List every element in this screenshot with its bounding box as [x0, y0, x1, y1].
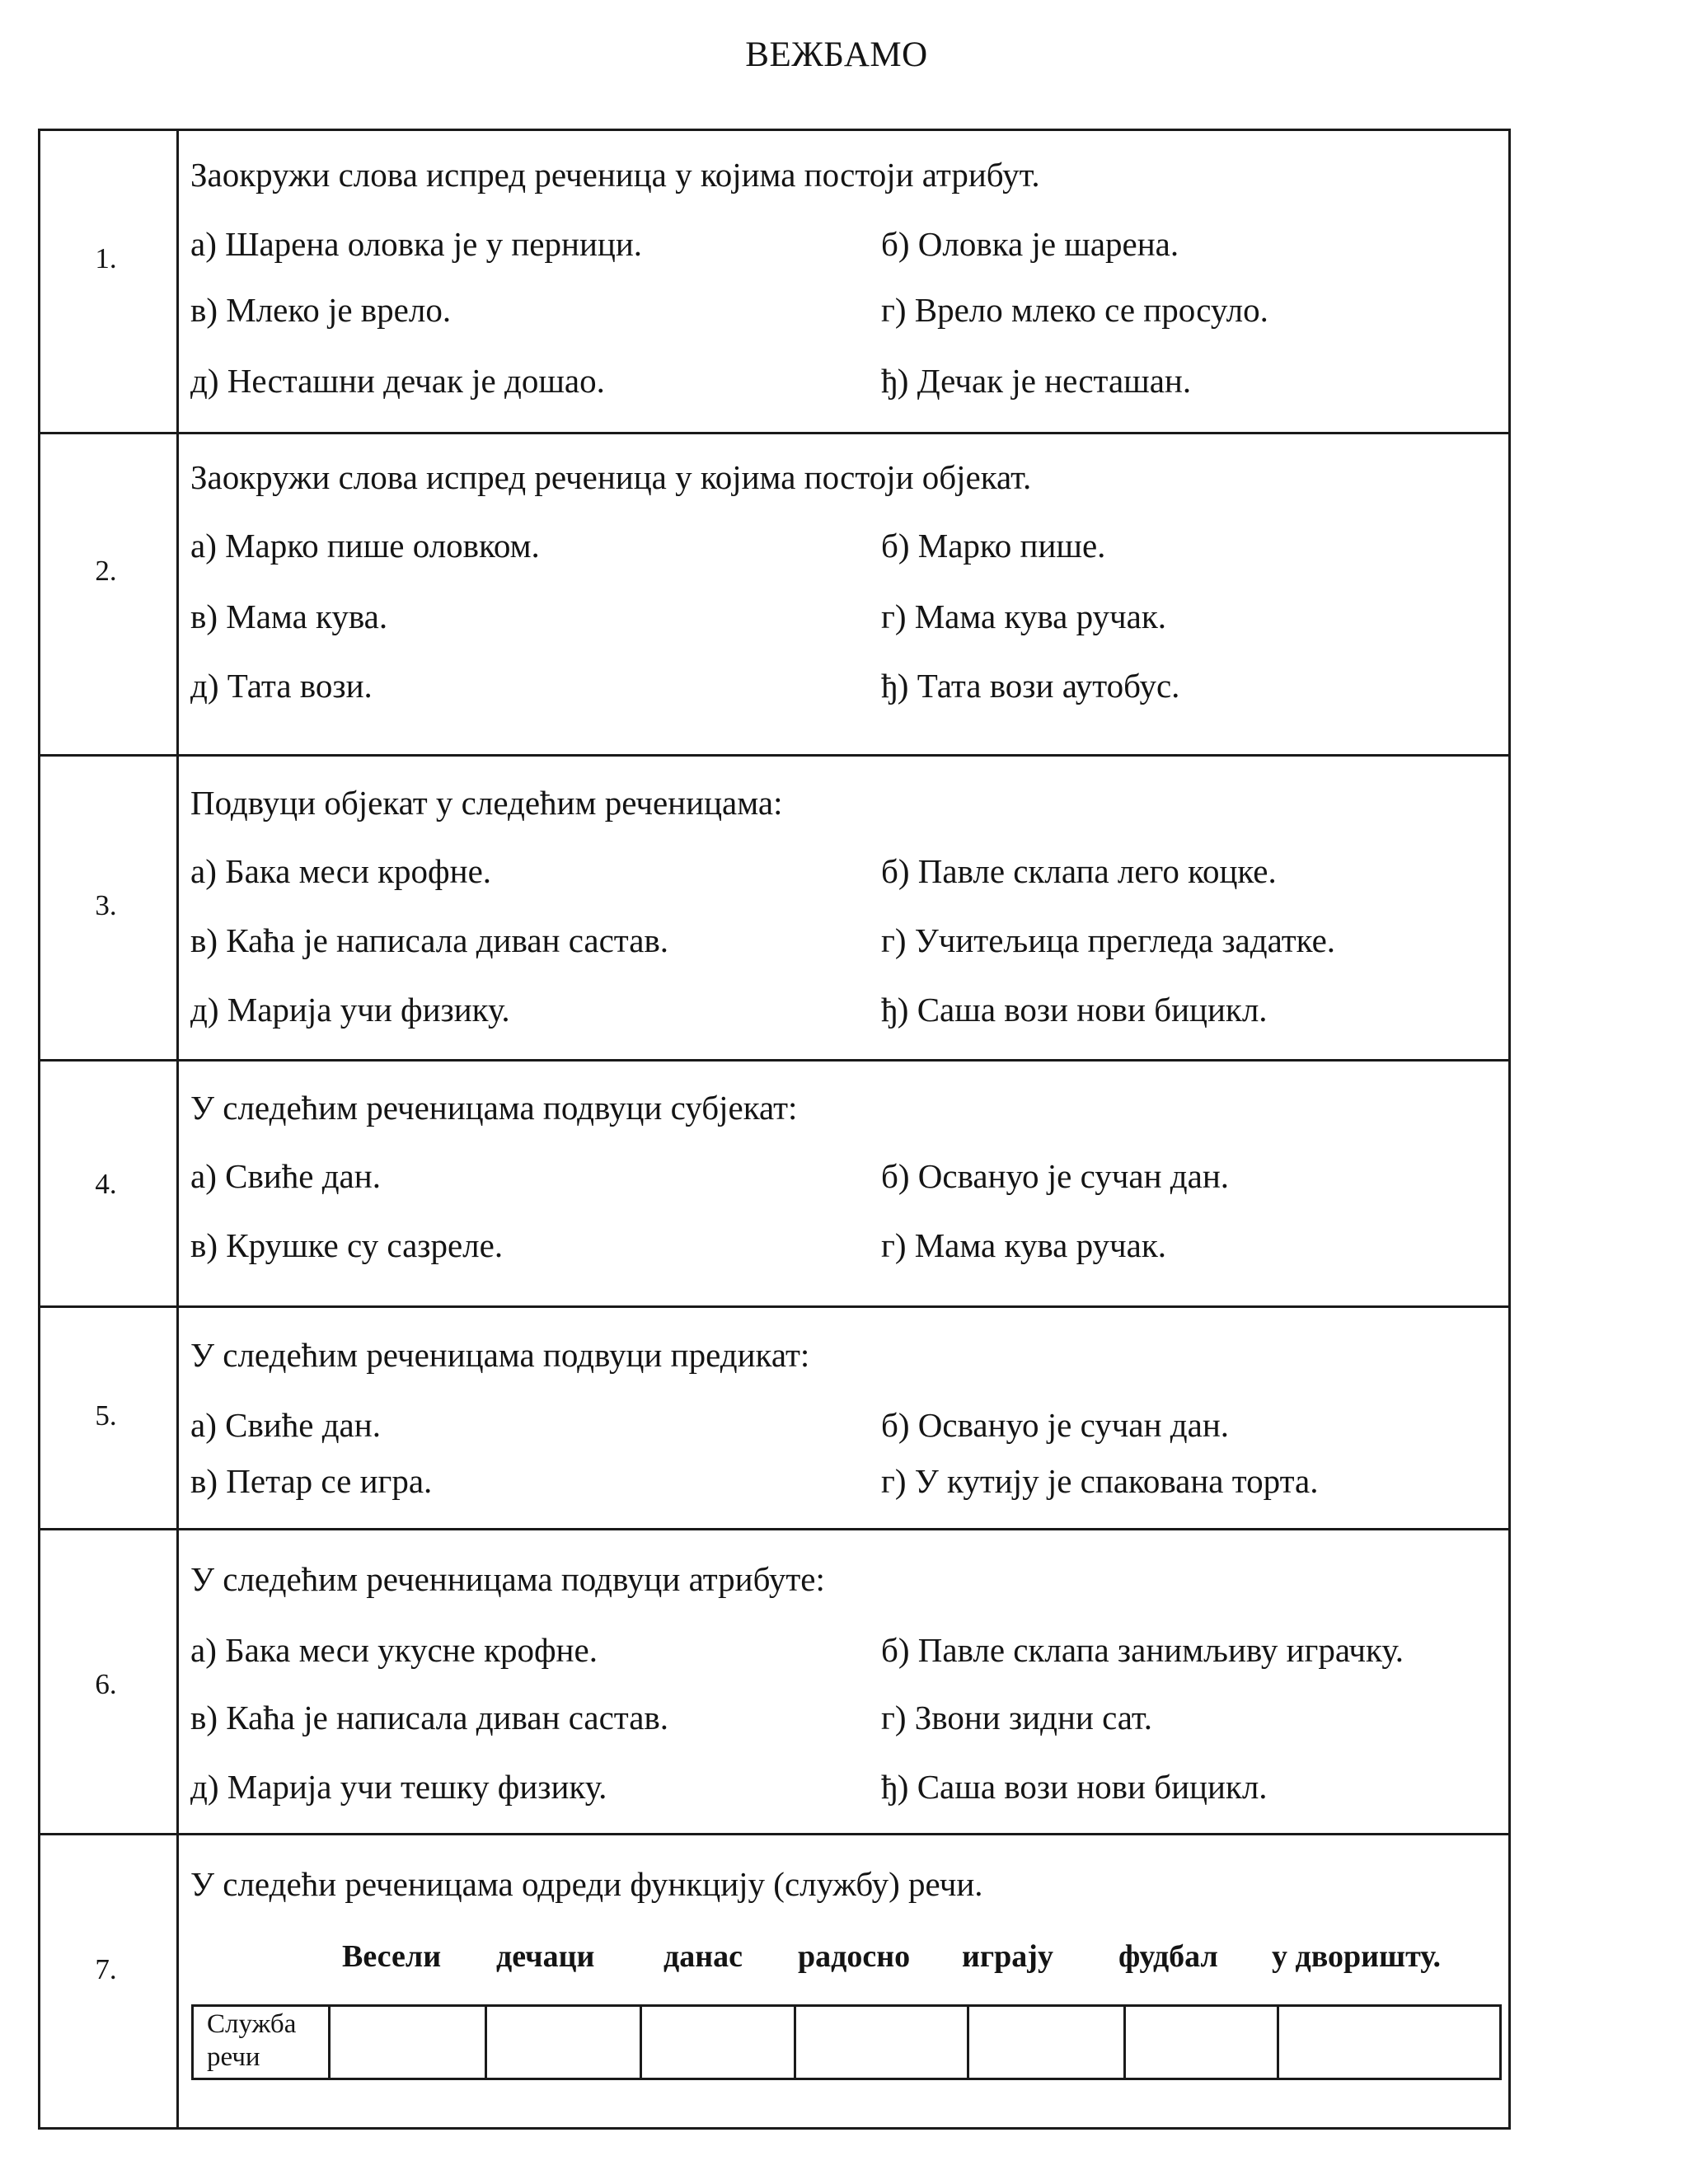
option-d: д) Тата вози.: [190, 667, 373, 705]
word-function-table: [191, 2004, 1502, 2080]
option-v: в) Петар се игра.: [190, 1462, 433, 1500]
option-dj: ђ) Тата вози аутобус.: [881, 667, 1180, 705]
row-divider: [40, 1305, 1508, 1308]
option-g: г) У кутију је спакована торта.: [881, 1462, 1319, 1500]
table-label-cell: [194, 2007, 331, 2078]
option-a: а) Свиће дан.: [190, 1406, 381, 1444]
option-d: д) Марија учи физику.: [190, 991, 510, 1029]
option-a: а) Бака меси укусне крофне.: [190, 1631, 598, 1669]
option-g: г) Мама кува ручак.: [881, 1226, 1167, 1264]
task-prompt: Заокружи слова испред реченица у којима постоји атрибут.: [190, 156, 1040, 194]
row-divider: [40, 1833, 1508, 1835]
task-number: 3.: [95, 889, 117, 921]
table-label-line: Служба: [207, 2009, 297, 2039]
option-b: б) Оловка је шарена.: [881, 225, 1179, 263]
option-g: г) Звони зидни сат.: [881, 1699, 1153, 1736]
option-b: б) Марко пише.: [881, 527, 1106, 565]
answer-cell[interactable]: [1279, 2007, 1499, 2078]
answer-cell[interactable]: [487, 2007, 642, 2078]
answer-cell[interactable]: [331, 2007, 486, 2078]
option-v: в) Каћа је написала диван састав.: [190, 921, 669, 959]
answer-cell[interactable]: [969, 2007, 1125, 2078]
option-d: д) Марија учи тешку физику.: [190, 1768, 607, 1806]
page-title: ВЕЖБАМО: [745, 35, 928, 74]
option-v: в) Мама кува.: [190, 598, 388, 635]
task-number: 4.: [95, 1168, 117, 1200]
option-b: б) Павле склапа занимљиву играчку.: [881, 1631, 1404, 1669]
task-prompt: Заокружи слова испред реченица у којима постоји објекат.: [190, 458, 1032, 496]
option-v: в) Каћа је написала диван састав.: [190, 1699, 669, 1736]
task-number: 7.: [95, 1953, 117, 1985]
option-a: а) Бака меси крофне.: [190, 852, 492, 890]
task-prompt: У следећи реченицама одреди функцију (службу) речи.: [190, 1865, 983, 1903]
task-number: 6.: [95, 1668, 117, 1700]
sentence-word: играју: [962, 1939, 1053, 1974]
row-divider: [40, 1528, 1508, 1530]
answer-cell[interactable]: [642, 2007, 796, 2078]
task-prompt: У следећим реченницама подвуци атрибуте:: [190, 1560, 825, 1598]
option-a: а) Марко пише оловком.: [190, 527, 540, 565]
option-dj: ђ) Дечак је несташан.: [881, 362, 1192, 400]
exercise-table: [38, 129, 1511, 2130]
sentence-word: фудбал: [1118, 1939, 1218, 1974]
option-g: г) Мама кува ручак.: [881, 598, 1167, 635]
column-divider: [176, 131, 179, 2127]
option-b: б) Павле склапа лего коцке.: [881, 852, 1277, 890]
answer-cell[interactable]: [1126, 2007, 1279, 2078]
sentence-word: Весели: [342, 1939, 442, 1974]
option-d: д) Несташни дечак је дошао.: [190, 362, 605, 400]
task-number: 1.: [95, 242, 117, 274]
option-a: а) Свиће дан.: [190, 1157, 381, 1195]
row-divider: [40, 432, 1508, 434]
row-divider: [40, 754, 1508, 757]
answer-cell[interactable]: [796, 2007, 969, 2078]
option-v: в) Млеко је врело.: [190, 291, 452, 329]
option-a: а) Шарена оловка је у перници.: [190, 225, 643, 263]
option-v: в) Крушке су сазреле.: [190, 1226, 504, 1264]
option-g: г) Учитељица прегледа задатке.: [881, 921, 1336, 959]
row-divider: [40, 1059, 1508, 1062]
task-prompt: У следећим реченицама подвуци предикат:: [190, 1336, 810, 1374]
option-b: б) Освануо је сучан дан.: [881, 1157, 1230, 1195]
task-prompt: У следећим реченицама подвуци субјекат:: [190, 1089, 798, 1127]
table-label-line: речи: [207, 2042, 260, 2072]
task-prompt: Подвуци објекат у следећим реченицама:: [190, 784, 783, 822]
sentence-word: у дворишту.: [1272, 1939, 1441, 1974]
sentence-word: дечаци: [496, 1939, 595, 1974]
task-number: 2.: [95, 555, 117, 587]
sentence-word: радосно: [798, 1939, 911, 1974]
option-dj: ђ) Саша вози нови бицикл.: [881, 991, 1268, 1029]
task-number: 5.: [95, 1399, 117, 1432]
option-g: г) Врело млеко се просуло.: [881, 291, 1268, 329]
option-b: б) Освануо је сучан дан.: [881, 1406, 1230, 1444]
sentence-word: данас: [663, 1939, 743, 1974]
option-dj: ђ) Саша вози нови бицикл.: [881, 1768, 1268, 1806]
